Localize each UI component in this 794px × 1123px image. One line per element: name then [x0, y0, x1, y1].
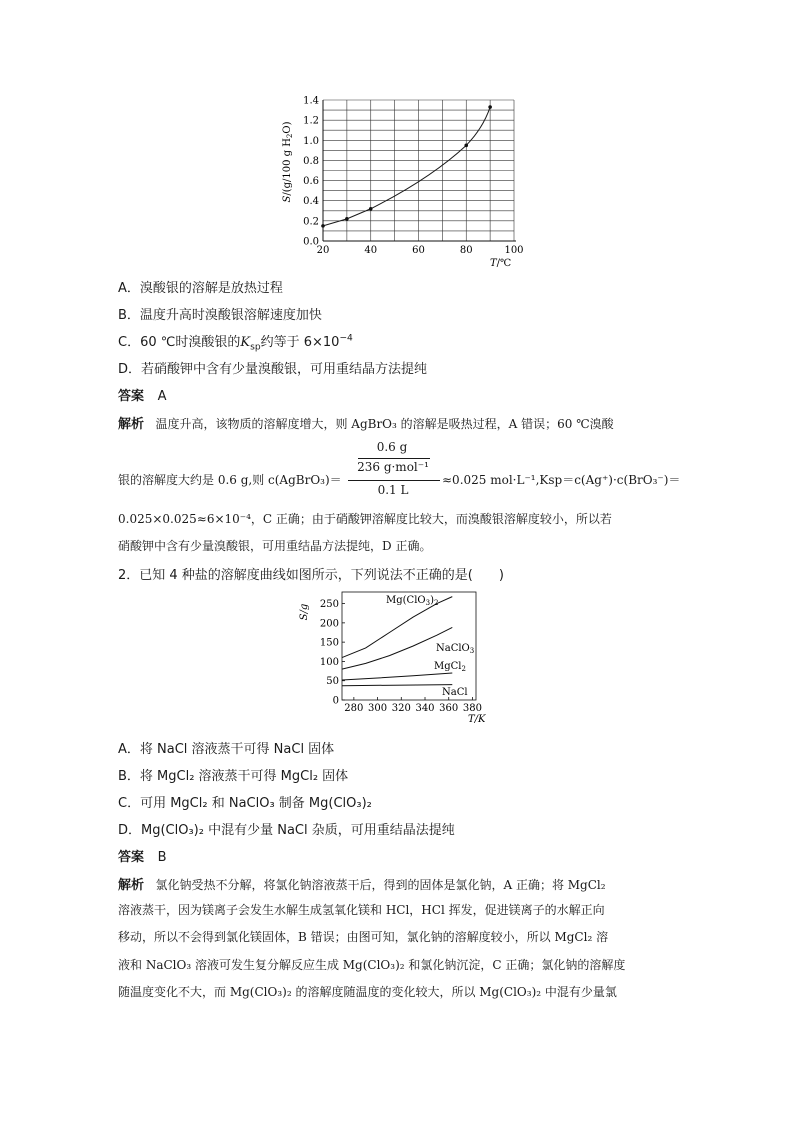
legend-mgclo3: $Mg(ClO_3)_2$ — [386, 595, 439, 607]
x-tick-label: 300 — [368, 703, 388, 714]
q1-analysis-line2-post: ≈0.025 mol·L⁻¹,Ksp＝c(Ag⁺)·c(BrO₃⁻)＝ — [442, 473, 681, 487]
fraction-inner-line — [358, 458, 430, 459]
legend-mgcl2: MgCl$_2$ — [434, 661, 466, 673]
y-tick-label: 1.2 — [303, 115, 319, 127]
chart2-series — [342, 597, 452, 686]
q2-analysis-line5: 随温度变化不大，而 Mg(ClO₃)₂ 的溶解度随温度的变化较大，所以 Mg(ClO₃)₂ 中混有少量氯 — [118, 985, 617, 999]
chart1-x-tick-labels — [317, 245, 524, 256]
chart2-x-tick-labels — [344, 703, 482, 714]
chart2-x-axis-label: T/K — [468, 714, 486, 725]
x-tick-label: 100 — [504, 245, 524, 256]
y-tick-label: 0 — [332, 695, 339, 707]
q2-answer: 答案 B — [118, 850, 167, 865]
fraction-numerator: 0.6 g — [376, 440, 408, 454]
q2-analysis-line2: 溶液蒸干，因为镁离子会发生水解生成氢氧化镁和 HCl，HCl 挥发，促进镁离子的水解正向 — [118, 903, 605, 917]
q1-answer: 答案 A — [118, 389, 167, 404]
q1-option-d: D．若硝酸钾中含有少量溴酸银，可用重结晶方法提纯 — [118, 362, 428, 377]
q2-analysis-line1: 解析 氯化钠受热不分解，将氯化钠溶液蒸干后，得到的固体是氯化钠，A 正确；将 MgCl₂ — [118, 878, 606, 893]
x-tick-label: 40 — [364, 245, 378, 256]
data-point — [321, 224, 325, 228]
y-tick-label: 100 — [319, 656, 339, 668]
y-tick-label: 250 — [319, 599, 339, 611]
solubility-chart-four-salts — [298, 588, 498, 726]
y-tick-label: 0.2 — [303, 216, 319, 228]
q2-analysis-line4: 液和 NaClO₃ 溶液可发生复分解反应生成 Mg(ClO₃)₂ 和氯化钠沉淀，C 正确；氯化钠的溶解度 — [118, 958, 626, 972]
solubility-chart-agbro3 — [276, 92, 546, 270]
q1-option-b: B．温度升高时溴酸银溶解速度加快 — [118, 308, 322, 323]
fraction-inner-denominator: 236 g·mol⁻¹ — [357, 460, 429, 474]
y-tick-label: 0.4 — [303, 196, 319, 208]
x-tick-label: 280 — [344, 703, 364, 714]
series-line — [342, 673, 452, 680]
data-point — [345, 217, 349, 221]
chart1-curve — [323, 107, 490, 226]
q2-option-b: B．将 MgCl₂ 溶液蒸干可得 MgCl₂ 固体 — [118, 769, 349, 784]
x-tick-label: 60 — [412, 245, 425, 256]
chart2-y-axis-label: S/g — [299, 603, 310, 621]
y-tick-label: 0.6 — [303, 176, 319, 188]
x-tick-label: 380 — [462, 703, 482, 714]
y-tick-label: 1.4 — [303, 95, 319, 107]
q1-analysis-line1: 解析 温度升高，该物质的溶解度增大，则 AgBrO₃ 的溶解是吸热过程，A 错误；60 ℃溴酸 — [118, 417, 614, 432]
q2-option-d: D．Mg(ClO₃)₂ 中混有少量 NaCl 杂质，可用重结晶法提纯 — [118, 823, 455, 838]
x-tick-label: 360 — [439, 703, 459, 714]
x-tick-label: 20 — [316, 245, 330, 256]
q1-option-a: A．溴酸银的溶解是放热过程 — [118, 281, 283, 296]
x-tick-label: 80 — [459, 245, 473, 256]
chart1-x-axis-label: T/℃ — [490, 258, 512, 269]
q1-analysis-line3: 0.025×0.025≈6×10⁻⁴，C 正确；由于硝酸钾溶解度比较大，而溴酸银溶解度较小，所以若 — [118, 512, 612, 526]
y-tick-label: 200 — [319, 618, 339, 630]
x-tick-label: 340 — [415, 703, 435, 714]
q2-question: 2．已知 4 种盐的溶解度曲线如图所示，下列说法不正确的是( ) — [118, 568, 504, 583]
data-point — [464, 144, 468, 148]
y-tick-label: 1.0 — [303, 135, 319, 147]
y-tick-label: 50 — [326, 676, 339, 688]
y-tick-label: 150 — [319, 637, 339, 649]
q1-option-c: C．60 ℃时溴酸银的$K_{sp}$约等于 $6\times 10^{-4}$ — [118, 333, 353, 353]
fraction-denominator: 0.1 L — [377, 483, 409, 497]
chart2-y-tick-labels — [320, 599, 339, 706]
chart1-y-tick-labels — [303, 96, 319, 248]
y-tick-label: 0.8 — [303, 155, 319, 167]
chart1-y-axis-label: S/(g/100 g $H_2O$) — [282, 121, 294, 203]
legend-nacl: NaCl — [442, 687, 468, 698]
q2-option-a: A．将 NaCl 溶液蒸干可得 NaCl 固体 — [118, 742, 335, 757]
q2-option-c: C．可用 MgCl₂ 和 NaClO₃ 制备 Mg(ClO₃)₂ — [118, 796, 372, 811]
y-tick-label: 0.0 — [303, 236, 319, 248]
q1-analysis-line4: 硝酸钾中含有少量溴酸银，可用重结晶方法提纯，D 正确。 — [118, 539, 432, 553]
fraction-outer-line — [348, 480, 440, 481]
x-tick-label: 320 — [391, 703, 411, 714]
series-line — [342, 685, 452, 686]
q1-analysis-line2-pre: 银的溶解度大约是 0.6 g,则 c(AgBrO₃)＝ — [118, 473, 342, 487]
data-point — [488, 105, 492, 109]
chart1-grid — [323, 100, 514, 241]
legend-naclo3: NaClO$_3$ — [436, 643, 475, 655]
q2-analysis-line3: 移动，所以不会得到氯化镁固体，B 错误；由图可知，氯化钠的溶解度较小，所以 MgCl₂ 溶 — [118, 930, 609, 944]
data-point — [369, 207, 373, 211]
